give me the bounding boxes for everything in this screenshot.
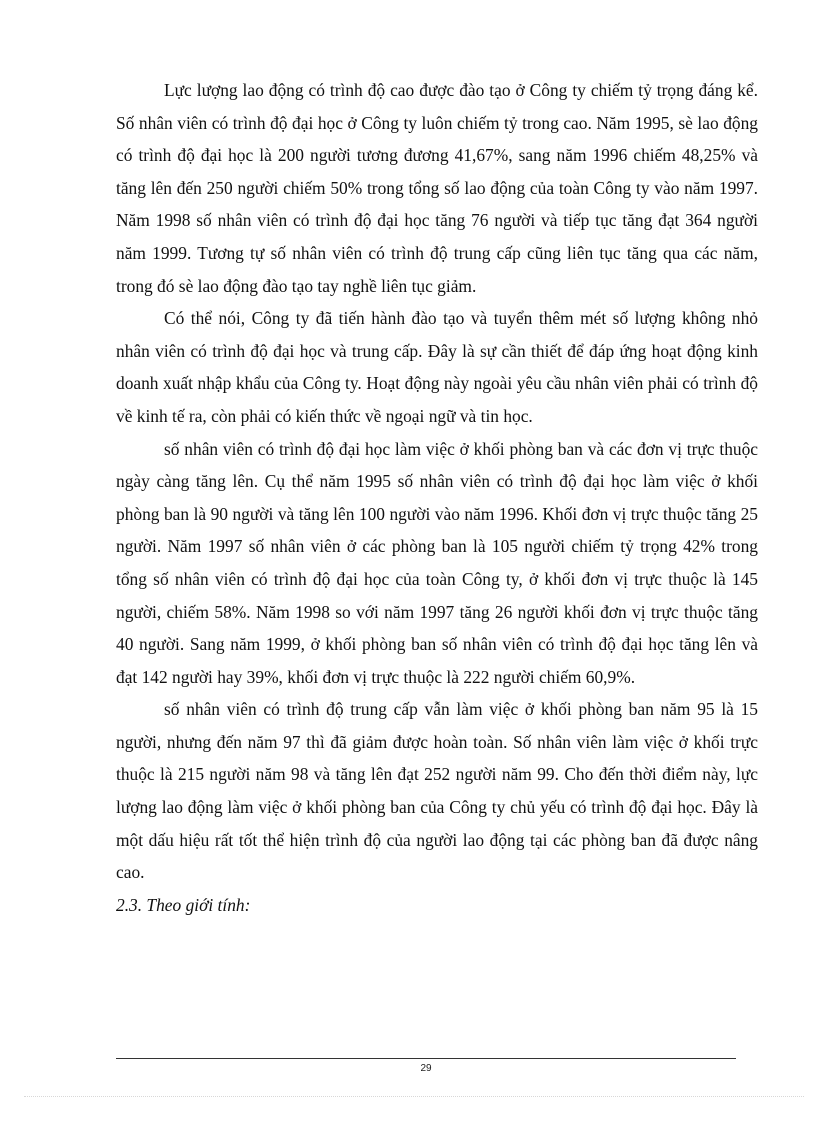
section-heading: 2.3. Theo giới tính: bbox=[116, 894, 251, 915]
page-number: 29 bbox=[420, 1063, 432, 1074]
paragraph-3: số nhân viên có trình độ đại học làm việc ở khối phòng ban và các đơn vị trực thuộc ngày càng tăng lên. Cụ thể năm 1995 số nhân viên có trình độ đại học làm việc ở khối phòng ban là 90 người và tăng lên 100 người vào năm 1996. Khối đơn vị trực thuộc tăng 25 người. Năm 1997 số nhân viên ở các phòng ban là 105 người chiếm tỷ trọng 42% trong tổng số nhân viên có trình độ đại học của toàn Công ty, ở khối đơn vị trực thuộc là 145 người, chiếm 58%. Năm 1998 so với năm 1997 tăng 26 người khối đơn vị trực thuộc tăng 40 người. Sang năm 1999, ở khối phòng ban số nhân viên có trình độ đại học tăng lên và đạt 142 người hay 39%, khối đơn vị trực thuộc là 222 người chiếm 60,9%. bbox=[116, 438, 758, 687]
paragraph-4: số nhân viên có trình độ trung cấp vẫn làm việc ở khối phòng ban năm 95 là 15 người, nhưng đến năm 97 thì đã giảm được hoàn toàn. Số nhân viên làm việc ở khối trực thuộc là 215 người năm 98 và tăng lên đạt 252 người năm 99. Cho đến thời điểm này, lực lượng lao động làm việc ở khối phòng ban của Công ty chủ yếu có trình độ đại học. Đây là một dấu hiệu rất tốt thể hiện trình độ của người lao động tại các phòng ban đã được nâng cao. bbox=[116, 699, 758, 883]
paragraph-1: Lực lượng lao động có trình độ cao được đào tạo ở Công ty chiếm tỷ trọng đáng kể. Số nhân viên có trình độ đại học ở Công ty luôn chiếm tỷ trong cao. Năm 1995, sè lao động có trình độ đại học là 200 người tương đương 41,67%, sang năm 1996 chiếm 48,25% và tăng lên đến 250 người chiếm 50% trong tổng số lao động của toàn Công ty vào năm 1997. Năm 1998 số nhân viên có trình độ đại học tăng 76 người và tiếp tục tăng đạt 364 người năm 1999. Tương tự số nhân viên có trình độ trung cấp cũng liên tục tăng qua các năm, trong đó sè lao động đào tạo tay nghề liên tục giảm. bbox=[116, 80, 758, 296]
footer-divider bbox=[116, 1058, 736, 1059]
page-bottom-dotted-line bbox=[24, 1096, 804, 1097]
page-body bbox=[116, 74, 758, 921]
paragraph-2: Có thể nói, Công ty đã tiến hành đào tạo và tuyển thêm mét số lượng không nhỏ nhân viên có trình độ đại học và trung cấp. Đây là sự cần thiết để đáp ứng hoạt động kinh doanh xuất nhập khẩu của Công ty. Hoạt động này ngoài yêu cầu nhân viên phải có trình độ về kinh tế ra, còn phải có kiến thức về ngoại ngữ và tin học. bbox=[116, 308, 758, 426]
